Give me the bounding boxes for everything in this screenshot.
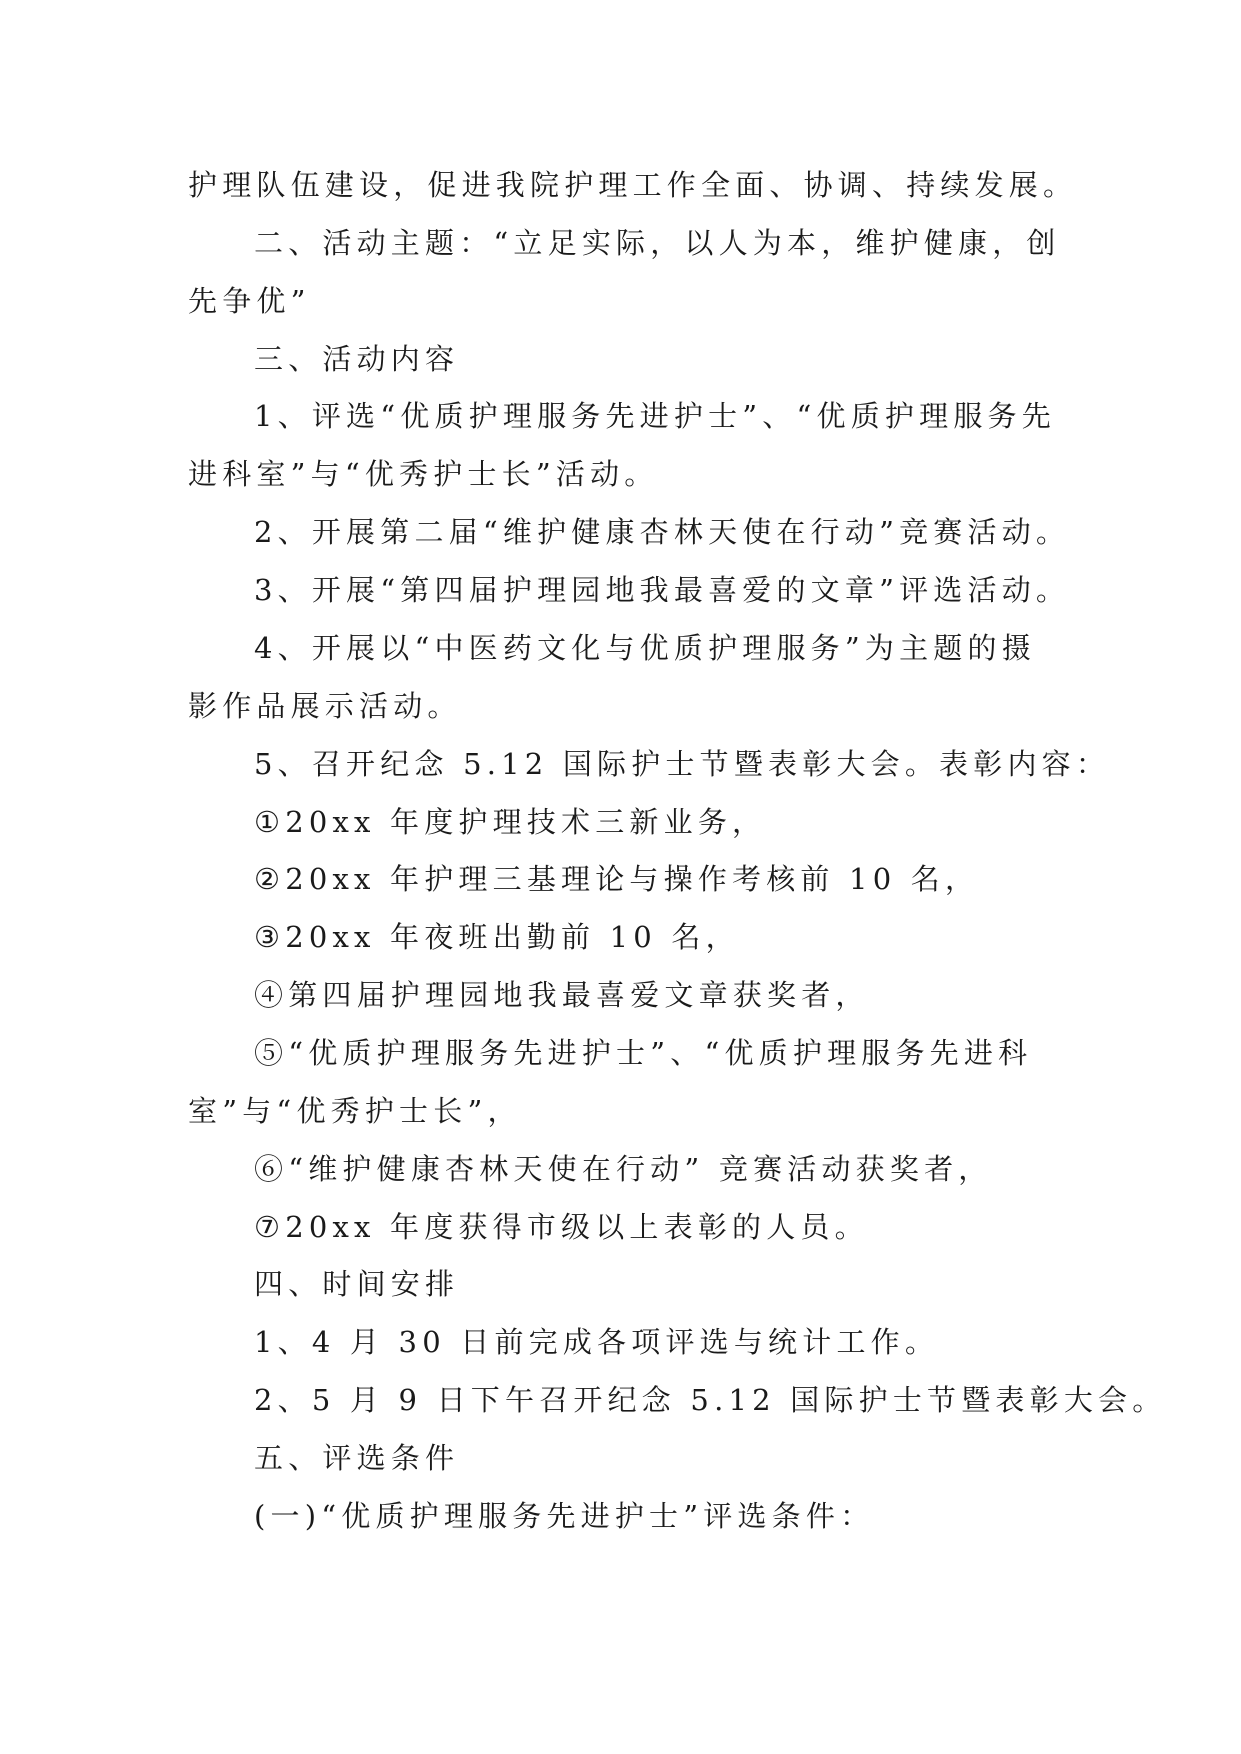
section-heading-schedule: 四、时间安排: [254, 1267, 460, 1301]
paragraph-line: 护理队伍建设，促进我院护理工作全面、协调、持续发展。: [188, 168, 1078, 202]
list-item: 3、开展“第四届护理园地我最喜爱的文章”评选活动。: [254, 573, 1071, 607]
section-heading-theme: 二、活动主题：“立足实际，以人为本，维护健康，创: [254, 226, 1061, 260]
paragraph-line: 室”与“优秀护士长”，: [188, 1094, 522, 1128]
list-item: 1、评选“优质护理服务先进护士”、“优质护理服务先: [254, 399, 1056, 433]
award-item: ⑥“维护健康杏林天使在行动” 竞赛活动获奖者，: [254, 1152, 993, 1186]
award-item: ⑤“优质护理服务先进护士”、“优质护理服务先进科: [254, 1036, 1033, 1070]
subsection-heading: (一)“优质护理服务先进护士”评选条件：: [254, 1499, 875, 1533]
list-item: 2、开展第二届“维护健康杏林天使在行动”竞赛活动。: [254, 515, 1071, 549]
paragraph-line: 进科室”与“优秀护士长”活动。: [188, 457, 659, 491]
paragraph-line: 影作品展示活动。: [188, 689, 462, 723]
section-heading-content: 三、活动内容: [254, 342, 460, 376]
list-item: 2、5 月 9 日下午召开纪念 5.12 国际护士节暨表彰大会。: [254, 1383, 1167, 1417]
award-item: ③20xx 年夜班出勤前 10 名，: [254, 920, 740, 954]
award-item: ①20xx 年度护理技术三新业务，: [254, 805, 767, 839]
list-item: 4、开展以“中医药文化与优质护理服务”为主题的摄: [254, 631, 1036, 665]
paragraph-line: 先争优”: [188, 284, 311, 318]
list-item: 1、4 月 30 日前完成各项评选与统计工作。: [254, 1325, 940, 1359]
list-item: 5、召开纪念 5.12 国际护士节暨表彰大会。表彰内容：: [254, 747, 1111, 781]
award-item: ④第四届护理园地我最喜爱文章获奖者，: [254, 978, 870, 1012]
award-item: ②20xx 年护理三基理论与操作考核前 10 名，: [254, 862, 980, 896]
section-heading-criteria: 五、评选条件: [254, 1441, 460, 1475]
award-item: ⑦20xx 年度获得市级以上表彰的人员。: [254, 1210, 869, 1244]
